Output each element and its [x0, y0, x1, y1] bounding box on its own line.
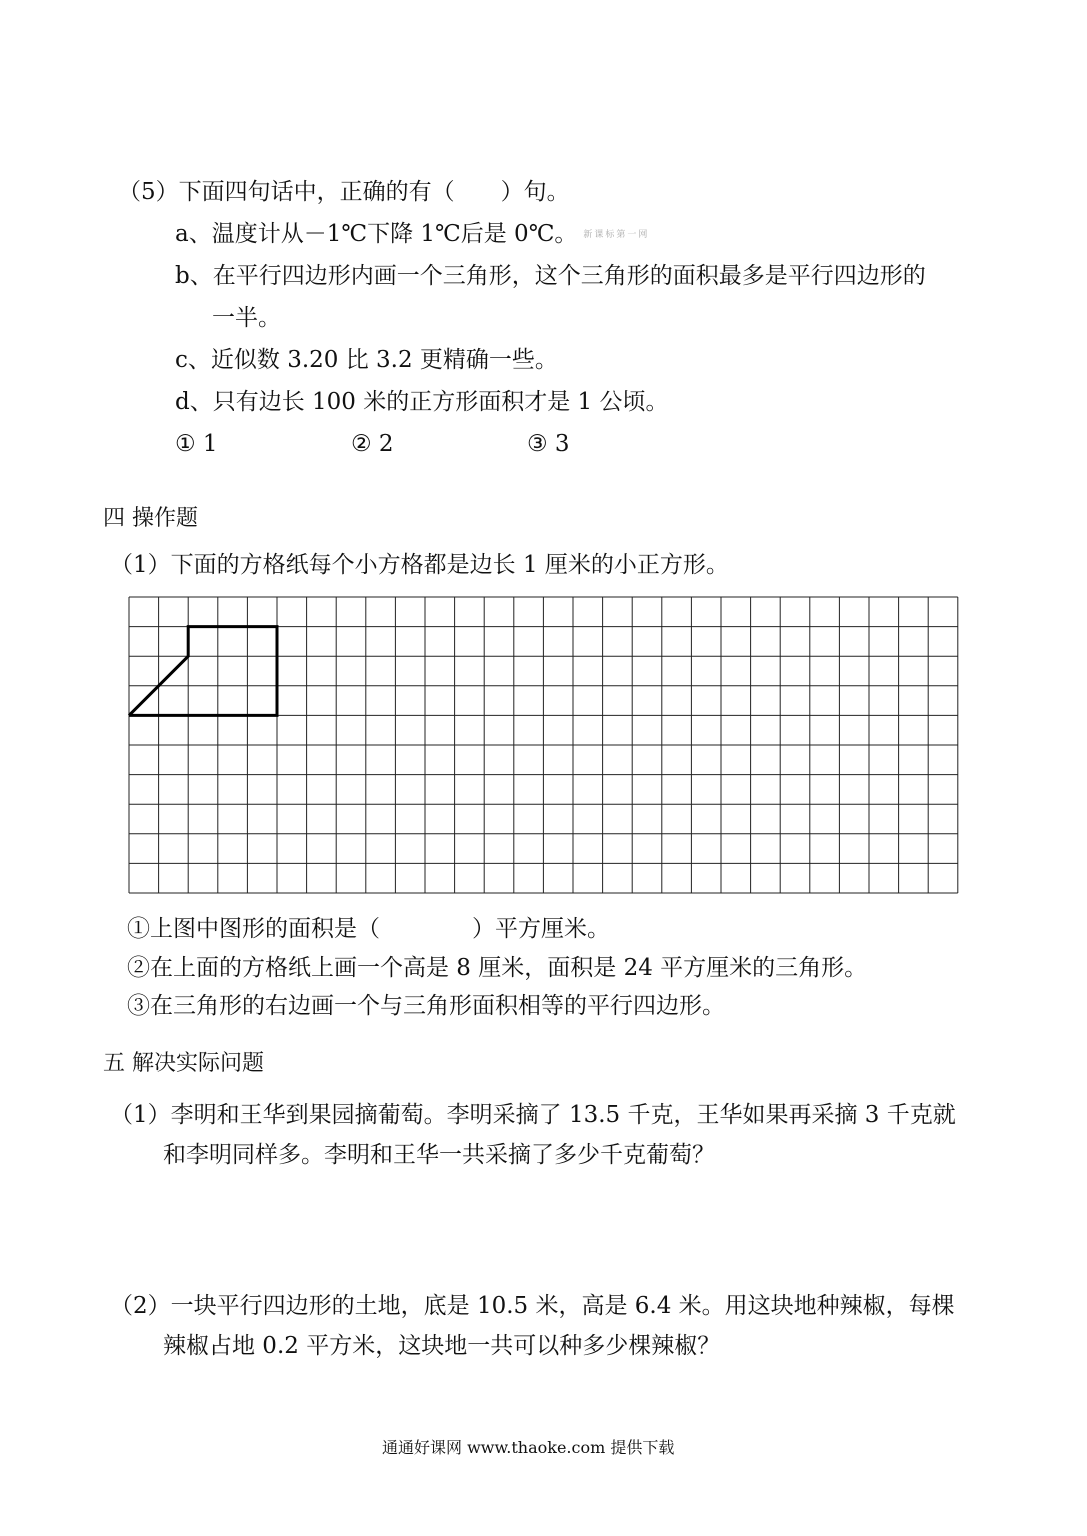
q5-option-b-line2: 一半。 [212, 305, 281, 331]
q5-a-text: a、温度计从－1℃下降 1℃后是 0℃。 [175, 221, 578, 247]
choice-3: ③ 3 [527, 431, 570, 457]
section4-title: 四 操作题 [103, 506, 198, 531]
q5-option-c: c、近似数 3.20 比 3.2 更精确一些。 [175, 347, 558, 373]
section4-sub3: ③在三角形的右边画一个与三角形面积相等的平行四边形。 [127, 993, 725, 1019]
watermark: 新课标第一网 [583, 230, 650, 240]
choice-1: ① 1 [175, 431, 218, 457]
q5-stem: （5）下面四句话中，正确的有（ ）句。 [118, 179, 570, 205]
page-footer: 通通好课网 www.thaoke.com 提供下载 [382, 1438, 675, 1457]
section5-q2-line1: （2）一块平行四边形的土地，底是 10.5 米，高是 6.4 米。用这块地种辣椒，每棵 [110, 1293, 955, 1319]
section4-sub2: ②在上面的方格纸上画一个高是 8 厘米，面积是 24 平方厘米的三角形。 [127, 955, 868, 981]
section4-sub1: ①上图中图形的面积是（ ）平方厘米。 [127, 916, 610, 942]
grid-lines [129, 597, 958, 893]
section5-title: 五 解决实际问题 [103, 1051, 264, 1076]
section5-q2-line2: 辣椒占地 0.2 平方米，这块地一共可以种多少棵辣椒？ [163, 1333, 721, 1359]
section4-q1-stem: （1）下面的方格纸每个小方格都是边长 1 厘米的小正方形。 [110, 552, 729, 578]
q5-option-b-line1: b、在平行四边形内画一个三角形，这个三角形的面积最多是平行四边形的 [175, 263, 926, 289]
section5-q1-line2: 和李明同样多。李明和王华一共采摘了多少千克葡萄？ [163, 1142, 715, 1168]
pentagon-shape [129, 627, 277, 716]
choice-2: ② 2 [351, 431, 394, 457]
q5-option-d: d、只有边长 100 米的正方形面积才是 1 公顷。 [175, 389, 669, 415]
section5-q1-line1: （1）李明和王华到果园摘葡萄。李明采摘了 13.5 千克，王华如果再采摘 3 千克就 [110, 1102, 956, 1128]
